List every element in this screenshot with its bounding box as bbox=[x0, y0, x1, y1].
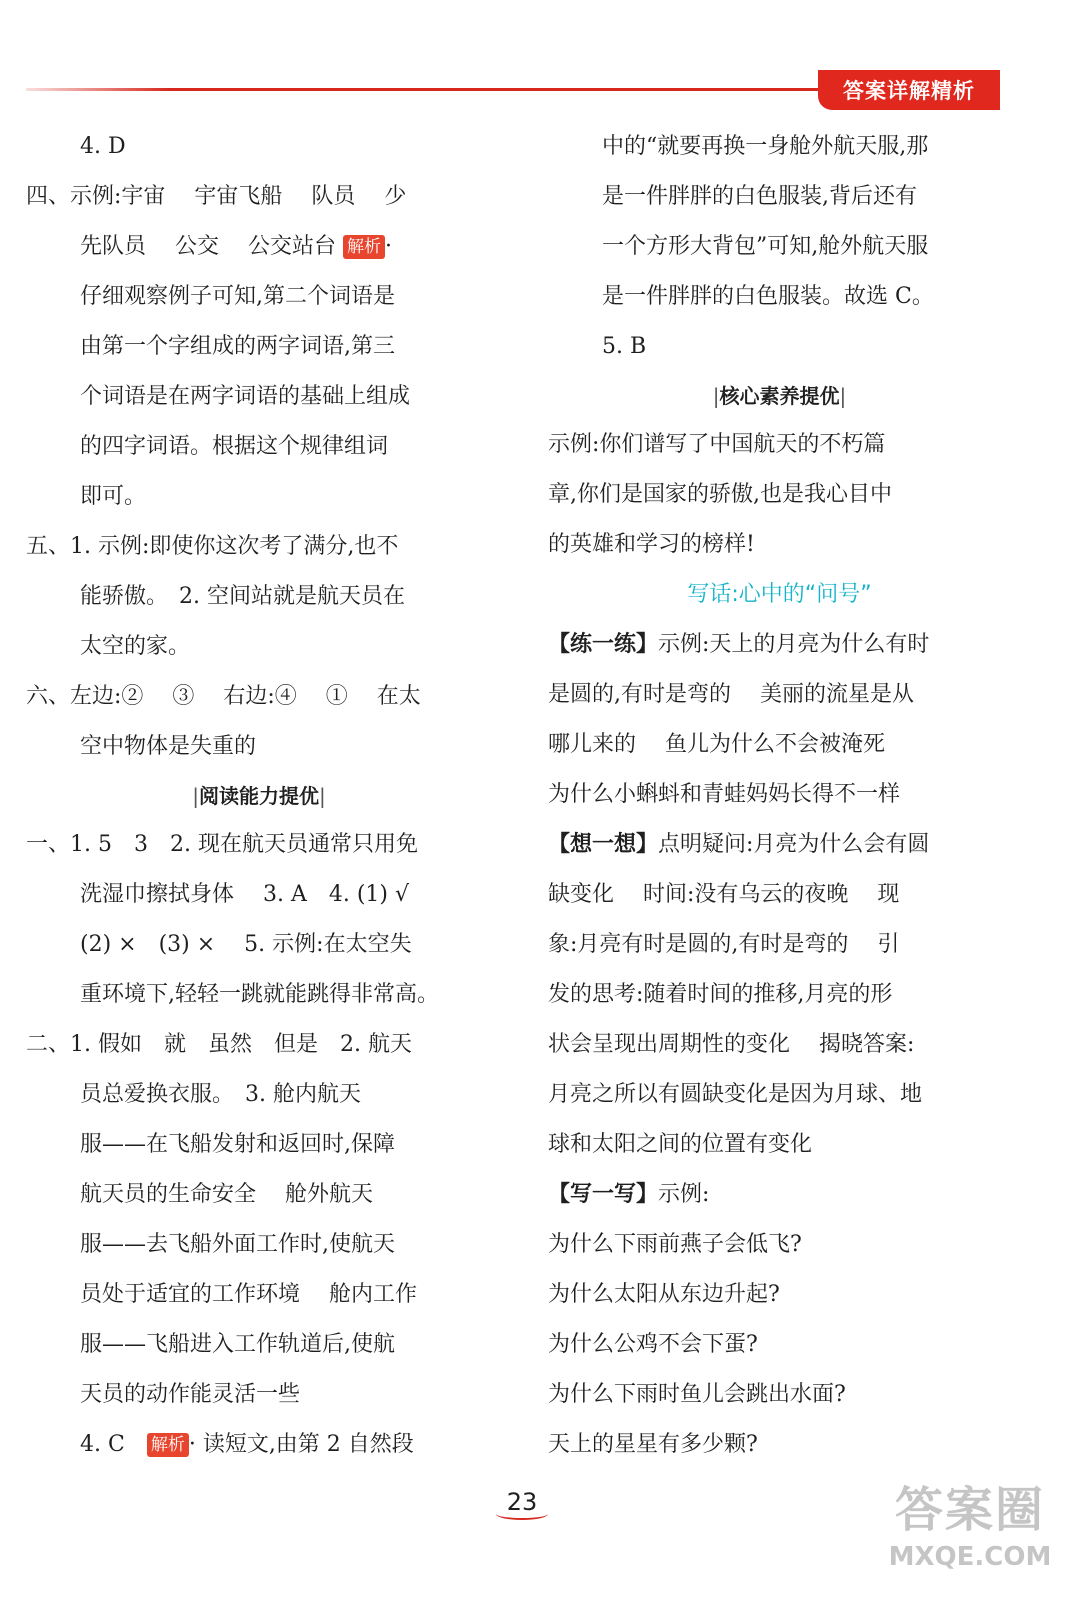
left_column-line bbox=[26, 522, 492, 572]
right_column-line bbox=[548, 322, 1011, 372]
answer-text: 五、1. 示例:即使你这次考了满分,也不 bbox=[26, 534, 399, 559]
answer-text: 是圆的,有时是弯的 美丽的流星是从 bbox=[548, 682, 914, 707]
answer-text: 为什么太阳从东边升起? bbox=[548, 1282, 780, 1307]
answer-text: (2) × (3) × 5. 示例:在太空失 bbox=[80, 932, 412, 957]
left_column-line bbox=[26, 372, 492, 422]
answer-text: 一个方形大背包”可知,舱外航天服 bbox=[602, 234, 929, 259]
right_column-line bbox=[548, 970, 1011, 1020]
answer-text: 太空的家。 bbox=[80, 634, 191, 659]
answer-text: 点明疑问:月亮为什么会有圆 bbox=[658, 832, 930, 857]
watermark-url: MXQE.COM bbox=[888, 1542, 1052, 1572]
answer-text: 员处于适宜的工作环境 舱内工作 bbox=[80, 1282, 417, 1307]
answer-text: 4. C bbox=[80, 1432, 147, 1457]
left_column-line bbox=[26, 772, 492, 820]
left_column-line bbox=[26, 122, 492, 172]
right_column-line bbox=[548, 1170, 1011, 1220]
answer-text: 二、1. 假如 就 虽然 但是 2. 航天 bbox=[26, 1032, 412, 1057]
answer-text: 是一件胖胖的白色服装,背后还有 bbox=[602, 184, 917, 209]
left_column-line bbox=[26, 472, 492, 522]
answer-text: 重环境下,轻轻一跳就能跳得非常高。 bbox=[80, 982, 439, 1007]
answer-text: 航天员的生命安全 舱外航天 bbox=[80, 1182, 373, 1207]
left_column-line bbox=[26, 622, 492, 672]
left_column-line bbox=[26, 1420, 492, 1470]
bracket-bar: | bbox=[839, 384, 847, 408]
left_column-line bbox=[26, 820, 492, 870]
left_column-line bbox=[26, 1070, 492, 1120]
analysis-tag: 解析 bbox=[147, 1433, 189, 1457]
right_column-line bbox=[548, 1420, 1011, 1470]
right_column-line bbox=[548, 1020, 1011, 1070]
answer-text: 状会呈现出周期性的变化 揭晓答案: bbox=[548, 1032, 915, 1057]
answer-text: 为什么下雨时鱼儿会跳出水面? bbox=[548, 1382, 846, 1407]
answer-text: 天上的星星有多少颗? bbox=[548, 1432, 758, 1457]
answer-text: 即可。 bbox=[80, 484, 147, 509]
answer-text-tail: · 读短文,由第 2 自然段 bbox=[188, 1432, 414, 1457]
left_column-line bbox=[26, 422, 492, 472]
answer-text: 月亮之所以有圆缺变化是因为月球、地 bbox=[548, 1082, 923, 1107]
answer-text: 员总爱换衣服。 3. 舱内航天 bbox=[80, 1082, 361, 1107]
answer-text: 空中物体是失重的 bbox=[80, 734, 257, 759]
answer-text: 球和太阳之间的位置有变化 bbox=[548, 1132, 813, 1157]
right_column-line bbox=[548, 122, 1011, 172]
right_column-line bbox=[548, 1370, 1011, 1420]
right_column-line bbox=[548, 920, 1011, 970]
answer-text: 天员的动作能灵活一些 bbox=[80, 1382, 301, 1407]
answer-text: 为什么公鸡不会下蛋? bbox=[548, 1332, 758, 1357]
answer-text: 5. B bbox=[602, 334, 647, 359]
left_column-line bbox=[26, 222, 492, 272]
section-heading: 阅读能力提优 bbox=[199, 784, 319, 808]
right_column-line bbox=[548, 1220, 1011, 1270]
answer-text: 4. D bbox=[80, 134, 126, 159]
right_column-line bbox=[548, 172, 1011, 222]
right_column-line bbox=[548, 820, 1011, 870]
page-number: 23 bbox=[492, 1482, 552, 1522]
left_column-line bbox=[26, 920, 492, 970]
exercise-label: 【想一想】 bbox=[548, 832, 659, 857]
answer-text: 的四字词语。根据这个规律组词 bbox=[80, 434, 389, 459]
left_column-line bbox=[26, 1370, 492, 1420]
left-column bbox=[26, 122, 492, 1470]
right_column-line bbox=[548, 420, 1011, 470]
answer-text: 服——去飞船外面工作时,使航天 bbox=[80, 1232, 395, 1257]
right_column-line bbox=[548, 720, 1011, 770]
left_column-line bbox=[26, 322, 492, 372]
right_column-line bbox=[548, 272, 1011, 322]
watermark-logo bbox=[870, 1478, 1070, 1588]
left_column-line bbox=[26, 672, 492, 722]
answer-text: 能骄傲。 2. 空间站就是航天员在 bbox=[80, 584, 405, 609]
answer-text: 发的思考:随着时间的推移,月亮的形 bbox=[548, 982, 893, 1007]
answer-text: 洗湿巾擦拭身体 3. A 4. (1) √ bbox=[80, 882, 410, 907]
bracket-bar: | bbox=[319, 784, 326, 808]
left_column-line bbox=[26, 722, 492, 772]
bracket-bar: | bbox=[192, 784, 199, 808]
answer-text: 缺变化 时间:没有乌云的夜晚 现 bbox=[548, 882, 900, 907]
answer-text: 中的“就要再换一身舱外航天服,那 bbox=[602, 134, 929, 159]
left_column-line bbox=[26, 1220, 492, 1270]
answer-text: 为什么下雨前燕子会低飞? bbox=[548, 1232, 802, 1257]
left_column-line bbox=[26, 1170, 492, 1220]
right_column-line bbox=[548, 520, 1011, 570]
answer-text: 个词语是在两字词语的基础上组成 bbox=[80, 384, 411, 409]
right_column-line bbox=[548, 870, 1011, 920]
left_column-line bbox=[26, 272, 492, 322]
right-column bbox=[548, 122, 1011, 1470]
answer-text: 由第一个字组成的两字词语,第三 bbox=[80, 334, 395, 359]
section-heading: 核心素养提优 bbox=[719, 384, 840, 408]
bracket-bar: | bbox=[712, 384, 720, 408]
right_column-line bbox=[548, 620, 1011, 670]
answer-text-tail: · bbox=[384, 234, 392, 259]
exercise-label: 【写一写】 bbox=[548, 1182, 659, 1207]
answer-text: 哪儿来的 鱼儿为什么不会被淹死 bbox=[548, 732, 885, 757]
left_column-line bbox=[26, 1320, 492, 1370]
answer-text: 是一件胖胖的白色服装。故选 C。 bbox=[602, 284, 934, 309]
header-tag: 答案详解精析 bbox=[818, 70, 1000, 110]
answer-text: 先队员 公交 公交站台 bbox=[80, 234, 343, 259]
left_column-line bbox=[26, 1270, 492, 1320]
exercise-label: 【练一练】 bbox=[548, 632, 659, 657]
right_column-line bbox=[548, 770, 1011, 820]
left_column-line bbox=[26, 870, 492, 920]
answer-text: 一、1. 5 3 2. 现在航天员通常只用免 bbox=[26, 832, 418, 857]
right_column-line bbox=[548, 1120, 1011, 1170]
answer-text: 的英雄和学习的榜样! bbox=[548, 532, 755, 557]
answer-text: 为什么小蝌蚪和青蛙妈妈长得不一样 bbox=[548, 782, 901, 807]
answer-text: 示例: bbox=[658, 1182, 710, 1207]
answer-text: 示例:你们谱写了中国航天的不朽篇 bbox=[548, 432, 886, 457]
right_column-line bbox=[548, 222, 1011, 272]
right_column-line bbox=[548, 670, 1011, 720]
answer-text: 象:月亮有时是圆的,有时是弯的 引 bbox=[548, 932, 900, 957]
right_column-line bbox=[548, 470, 1011, 520]
answer-text: 六、左边:② ③ 右边:④ ① 在太 bbox=[26, 684, 421, 709]
answer-text: 服——在飞船发射和返回时,保障 bbox=[80, 1132, 395, 1157]
right_column-line bbox=[548, 570, 1011, 620]
watermark-text: 答案圈 bbox=[894, 1482, 1045, 1538]
right_column-line bbox=[548, 372, 1011, 420]
left_column-line bbox=[26, 572, 492, 622]
answer-text: 仔细观察例子可知,第二个词语是 bbox=[80, 284, 395, 309]
right_column-line bbox=[548, 1270, 1011, 1320]
left_column-line bbox=[26, 970, 492, 1020]
left_column-line bbox=[26, 172, 492, 222]
answer-text: 服——飞船进入工作轨道后,使航 bbox=[80, 1332, 395, 1357]
header-rule bbox=[26, 88, 826, 91]
right_column-line bbox=[548, 1070, 1011, 1120]
writing-heading: 写话:心中的“问号” bbox=[687, 582, 872, 607]
left_column-line bbox=[26, 1020, 492, 1070]
answer-text: 四、示例:宇宙 宇宙飞船 队员 少 bbox=[26, 184, 407, 209]
analysis-tag: 解析 bbox=[343, 235, 385, 259]
answer-text: 章,你们是国家的骄傲,也是我心目中 bbox=[548, 482, 892, 507]
right_column-line bbox=[548, 1320, 1011, 1370]
answer-text: 示例:天上的月亮为什么有时 bbox=[658, 632, 930, 657]
left_column-line bbox=[26, 1120, 492, 1170]
